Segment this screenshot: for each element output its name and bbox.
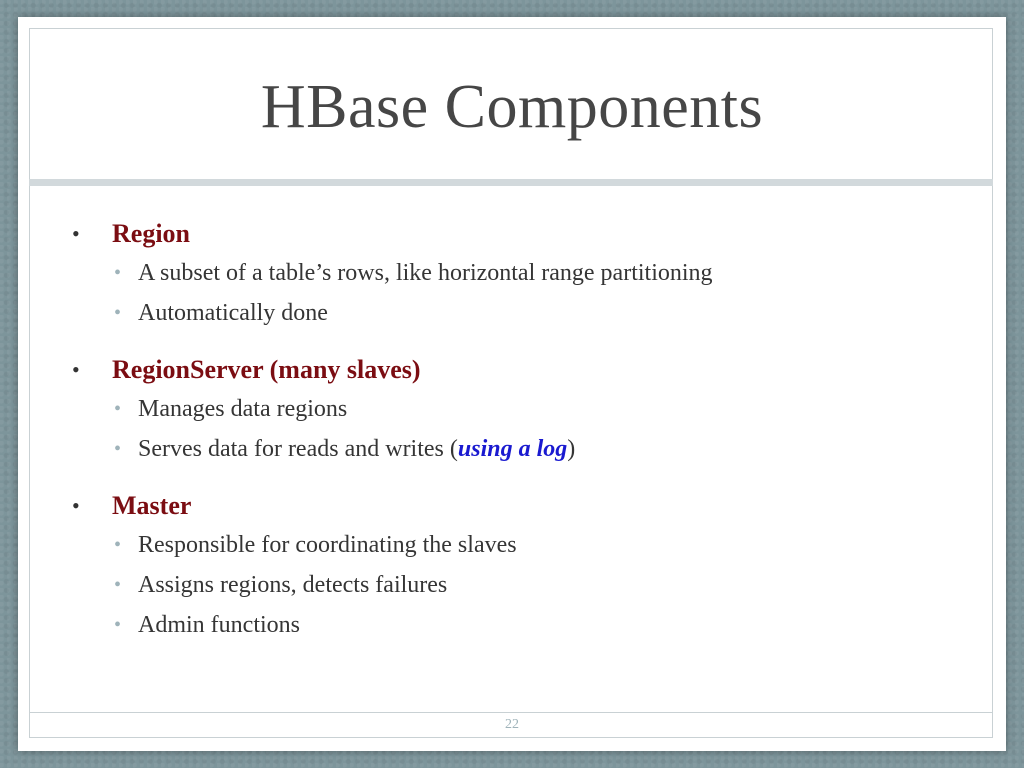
item-text: Responsible for coordinating the slaves	[138, 532, 517, 558]
bullet-icon: •	[114, 438, 122, 460]
heading-master: Master	[112, 491, 192, 520]
bullet-list	[70, 215, 970, 663]
heading-item	[70, 215, 970, 253]
bullet-icon: •	[114, 614, 122, 636]
item-text: Manages data regions	[138, 396, 348, 422]
bullet-icon: •	[114, 574, 122, 596]
item-text-prefix: Serves data for reads and writes (	[138, 436, 458, 462]
slide	[18, 17, 1006, 751]
bullet-icon: •	[114, 534, 122, 556]
list-item	[70, 293, 970, 333]
emphasis-text: using a log	[457, 436, 568, 462]
section-master	[70, 487, 970, 645]
heading-item	[70, 351, 970, 389]
list-item	[70, 605, 970, 645]
item-text: Assigns regions, detects failures	[138, 572, 448, 598]
bullet-icon: •	[72, 493, 80, 518]
title-divider	[29, 179, 993, 186]
list-item	[70, 253, 970, 293]
bullet-icon: •	[114, 262, 122, 284]
page-number: 22	[505, 717, 519, 732]
list-item	[70, 525, 970, 565]
heading-region: Region	[112, 219, 190, 248]
section-region	[70, 215, 970, 333]
footer-divider	[29, 712, 993, 713]
heading-regionserver: RegionServer (many slaves)	[112, 355, 421, 384]
list-item	[70, 389, 970, 429]
item-text: A subset of a table’s rows, like horizontal range partitioning	[138, 260, 713, 286]
section-regionserver	[70, 351, 970, 469]
list-item	[70, 429, 970, 469]
item-text-suffix: )	[567, 436, 576, 462]
bullet-icon: •	[72, 357, 80, 382]
slide-title: HBase Components	[260, 73, 764, 141]
bullet-icon: •	[114, 398, 122, 420]
bullet-icon: •	[72, 221, 80, 246]
list-item	[70, 565, 970, 605]
bullet-icon: •	[114, 302, 122, 324]
item-text: Automatically done	[138, 300, 328, 326]
item-text: Admin functions	[138, 612, 300, 638]
heading-item	[70, 487, 970, 525]
